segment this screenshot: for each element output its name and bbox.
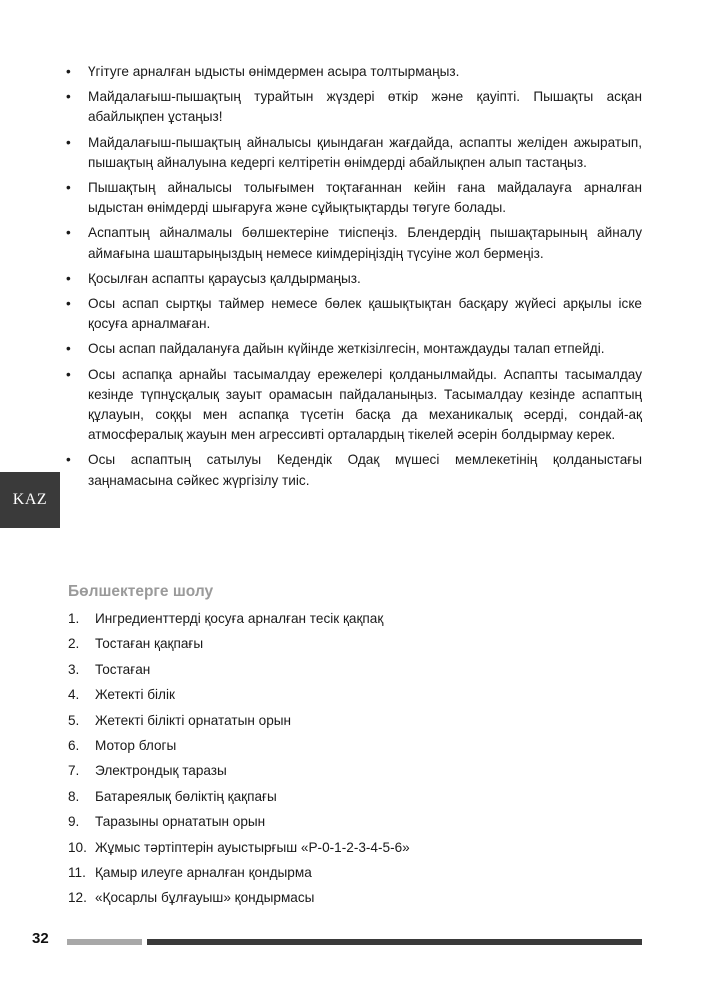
- bullet-item: [64, 269, 642, 289]
- bullet-marker: •: [66, 296, 71, 312]
- bullet-item: [64, 62, 642, 82]
- parts-list-item: [68, 609, 628, 634]
- parts-list-item: [68, 736, 628, 761]
- section-title: Бөлшектерге шолу: [68, 583, 214, 600]
- bullet-item: [64, 223, 642, 263]
- parts-list-item: [68, 711, 628, 736]
- item-number: 8.: [68, 788, 80, 804]
- item-text: Жетекті білікті орнататын орын: [95, 712, 292, 728]
- bullet-marker: •: [66, 225, 71, 241]
- item-number: 9.: [68, 814, 80, 830]
- item-text: Батареялық бөліктің қақпағы: [95, 788, 277, 804]
- parts-list-item: [68, 888, 628, 913]
- item-text: Таразыны орнататын орын: [95, 814, 266, 830]
- language-tab: KAZ: [0, 472, 60, 528]
- bullet-item: [64, 178, 642, 218]
- bullet-marker: •: [66, 366, 71, 382]
- parts-list-item: [68, 812, 628, 837]
- bullet-text: Үгітуге арналған ыдысты өнімдермен асыра толтырмаңыз.: [88, 64, 460, 79]
- item-number: 12.: [68, 890, 87, 906]
- item-number: 2.: [68, 636, 80, 652]
- item-text: Электрондық таразы: [95, 763, 227, 779]
- bullet-text: Осы аспапқа арнайы тасымалдау ережелері қолданылмайды. Аспапты тасымалдау кезінде түпнұсқалық зауыт орамасын пайдаланыңыз. Тасымалдау кезінде аспаптың құлауын, соққы мен аспапқа түсетін басқа да механикалық әсерді, сондай-ақ атмосфералық жауын мен агрессивті орталардың тікелей әсерін болдырмау керек.: [88, 366, 642, 443]
- bullet-item: [64, 87, 642, 127]
- bullet-text: Осы аспап пайдалануға дайын күйінде жеткізілгесін, монтаждауды талап етпейді.: [88, 341, 605, 357]
- bullet-text: Пышақтың айналысы толығымен тоқтағаннан кейін ғана майдалауға арналған ыдыстан өнімдерді шығаруға және сұйықтықтарды төгуге болады.: [88, 180, 642, 216]
- footer-bar-dark: [147, 939, 642, 945]
- item-number: 1.: [68, 611, 80, 626]
- bullet-marker: •: [66, 341, 71, 357]
- item-number: 5.: [68, 712, 80, 728]
- parts-list-item: [68, 863, 628, 888]
- item-text: Тостаған: [95, 661, 151, 677]
- item-text: Жұмыс тәртіптерін ауыстырғыш «P-0-1-2-3-4-5-6»: [95, 839, 410, 855]
- bullet-item: [64, 339, 642, 359]
- bullet-marker: •: [66, 89, 71, 105]
- bullet-text: Осы аспаптың сатылуы Кедендік Одақ мүшесі мемлекетінің қолданыстағы заңнамасына сәйкес жүргізілу тиіс.: [88, 452, 642, 488]
- bullet-marker: •: [66, 270, 71, 286]
- bullet-item: [64, 365, 642, 446]
- bullet-marker: •: [66, 64, 71, 79]
- item-number: 4.: [68, 687, 80, 703]
- parts-list-item: [68, 685, 628, 710]
- bullet-text: Майдалағыш-пышақтың айналысы қиындаған жағдайда, аспапты желіден ажыратып, пышақтың айналуына кедергі келтіретін өнімдерді абайлықпен алып тастаңыз.: [88, 134, 642, 170]
- item-number: 6.: [68, 737, 80, 753]
- item-number: 11.: [68, 864, 86, 880]
- bullet-text: Аспаптың айналмалы бөлшектеріне тиіспеңіз. Блендердің пышақтарының айналу аймағына шаштарыңыздың немесе киімдеріңіздің түсуіне жол бермеңіз.: [88, 225, 642, 261]
- item-number: 3.: [68, 661, 80, 677]
- parts-list: [68, 609, 628, 914]
- parts-list-item: [68, 838, 628, 863]
- bullet-text: Осы аспап сыртқы таймер немесе бөлек қашықтықтан басқару жүйесі арқылы іске қосуға арналмаған.: [88, 296, 642, 332]
- item-text: «Қосарлы бұлғауыш» қондырмасы: [95, 890, 315, 906]
- bullet-text: Майдалағыш-пышақтың турайтын жүздері өткір және қауіпті. Пышақты асқан абайлықпен ұстаңыз!: [88, 89, 642, 125]
- bullet-item: [64, 294, 642, 334]
- item-text: Қамыр илеуге арналған қондырма: [95, 864, 312, 880]
- bullet-marker: •: [66, 134, 71, 150]
- bullet-item: [64, 133, 642, 173]
- safety-bullet-list: [64, 62, 642, 496]
- item-text: Ингредиенттерді қосуға арналған тесік қақпақ: [95, 611, 384, 626]
- item-text: Тостаған қақпағы: [95, 636, 204, 652]
- page-number: 32: [32, 930, 49, 947]
- bullet-item: [64, 450, 642, 490]
- item-number: 10.: [68, 839, 87, 855]
- parts-list-item: [68, 787, 628, 812]
- parts-list-item: [68, 761, 628, 786]
- bullet-marker: •: [66, 452, 71, 468]
- item-number: 7.: [68, 763, 80, 779]
- parts-list-item: [68, 634, 628, 659]
- item-text: Мотор блогы: [95, 737, 177, 753]
- bullet-marker: •: [66, 180, 71, 196]
- parts-list-item: [68, 660, 628, 685]
- bullet-text: Қосылған аспапты қараусыз қалдырмаңыз.: [88, 270, 361, 286]
- item-text: Жетекті білік: [95, 687, 175, 703]
- footer-bar-light: [67, 939, 142, 945]
